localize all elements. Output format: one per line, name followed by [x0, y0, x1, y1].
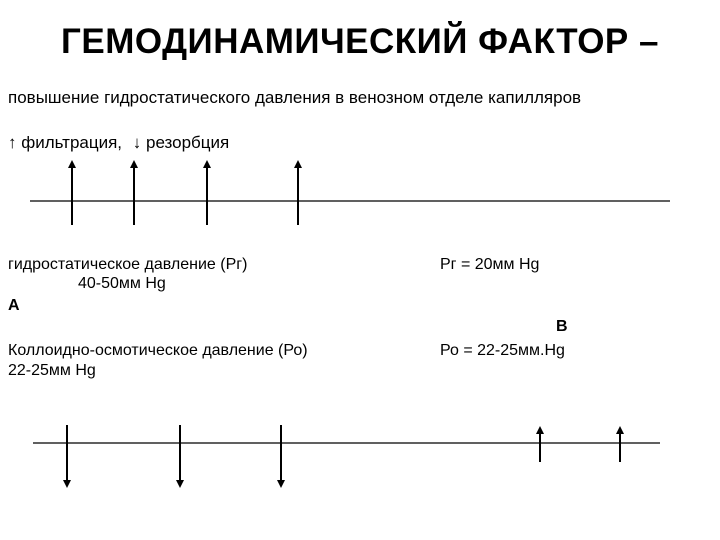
filtration-arrow: [294, 160, 302, 225]
filtration-arrow: [130, 160, 138, 225]
colloid-pressure-label: Коллоидно-осмотическое давление (Ро): [8, 342, 308, 359]
filtration-arrow: [68, 160, 76, 225]
downward-arrow: [176, 425, 184, 488]
downward-arrow: [277, 425, 285, 488]
colloid-pressure-value: 22-25мм Hg: [8, 362, 96, 379]
upward-arrow: [536, 426, 544, 462]
upward-arrow: [616, 426, 624, 462]
down-arrow-icon: ↓: [132, 133, 142, 152]
venous-colloid-pressure: Ро = 22-25мм.Hg: [440, 342, 565, 359]
subtitle: повышение гидростатического давления в венозном отделе капилляров: [8, 88, 582, 107]
point-a-label: А: [8, 297, 20, 314]
venous-hydrostatic-pressure: Рг = 20мм Hg: [440, 256, 540, 273]
downward-arrow: [63, 425, 71, 488]
slide-title: ГЕМОДИНАМИЧЕСКИЙ ФАКТОР –: [61, 22, 659, 61]
hydrostatic-pressure-label: гидростатическое давление (Рг): [8, 256, 248, 273]
filtration-label: фильтрация,: [21, 133, 123, 152]
resorption-label: резорбция: [146, 133, 230, 152]
point-b-label: В: [556, 318, 568, 335]
up-arrow-icon: ↑: [8, 133, 17, 152]
filtration-arrow: [203, 160, 211, 225]
hydrostatic-pressure-value: 40-50мм Hg: [78, 275, 166, 292]
